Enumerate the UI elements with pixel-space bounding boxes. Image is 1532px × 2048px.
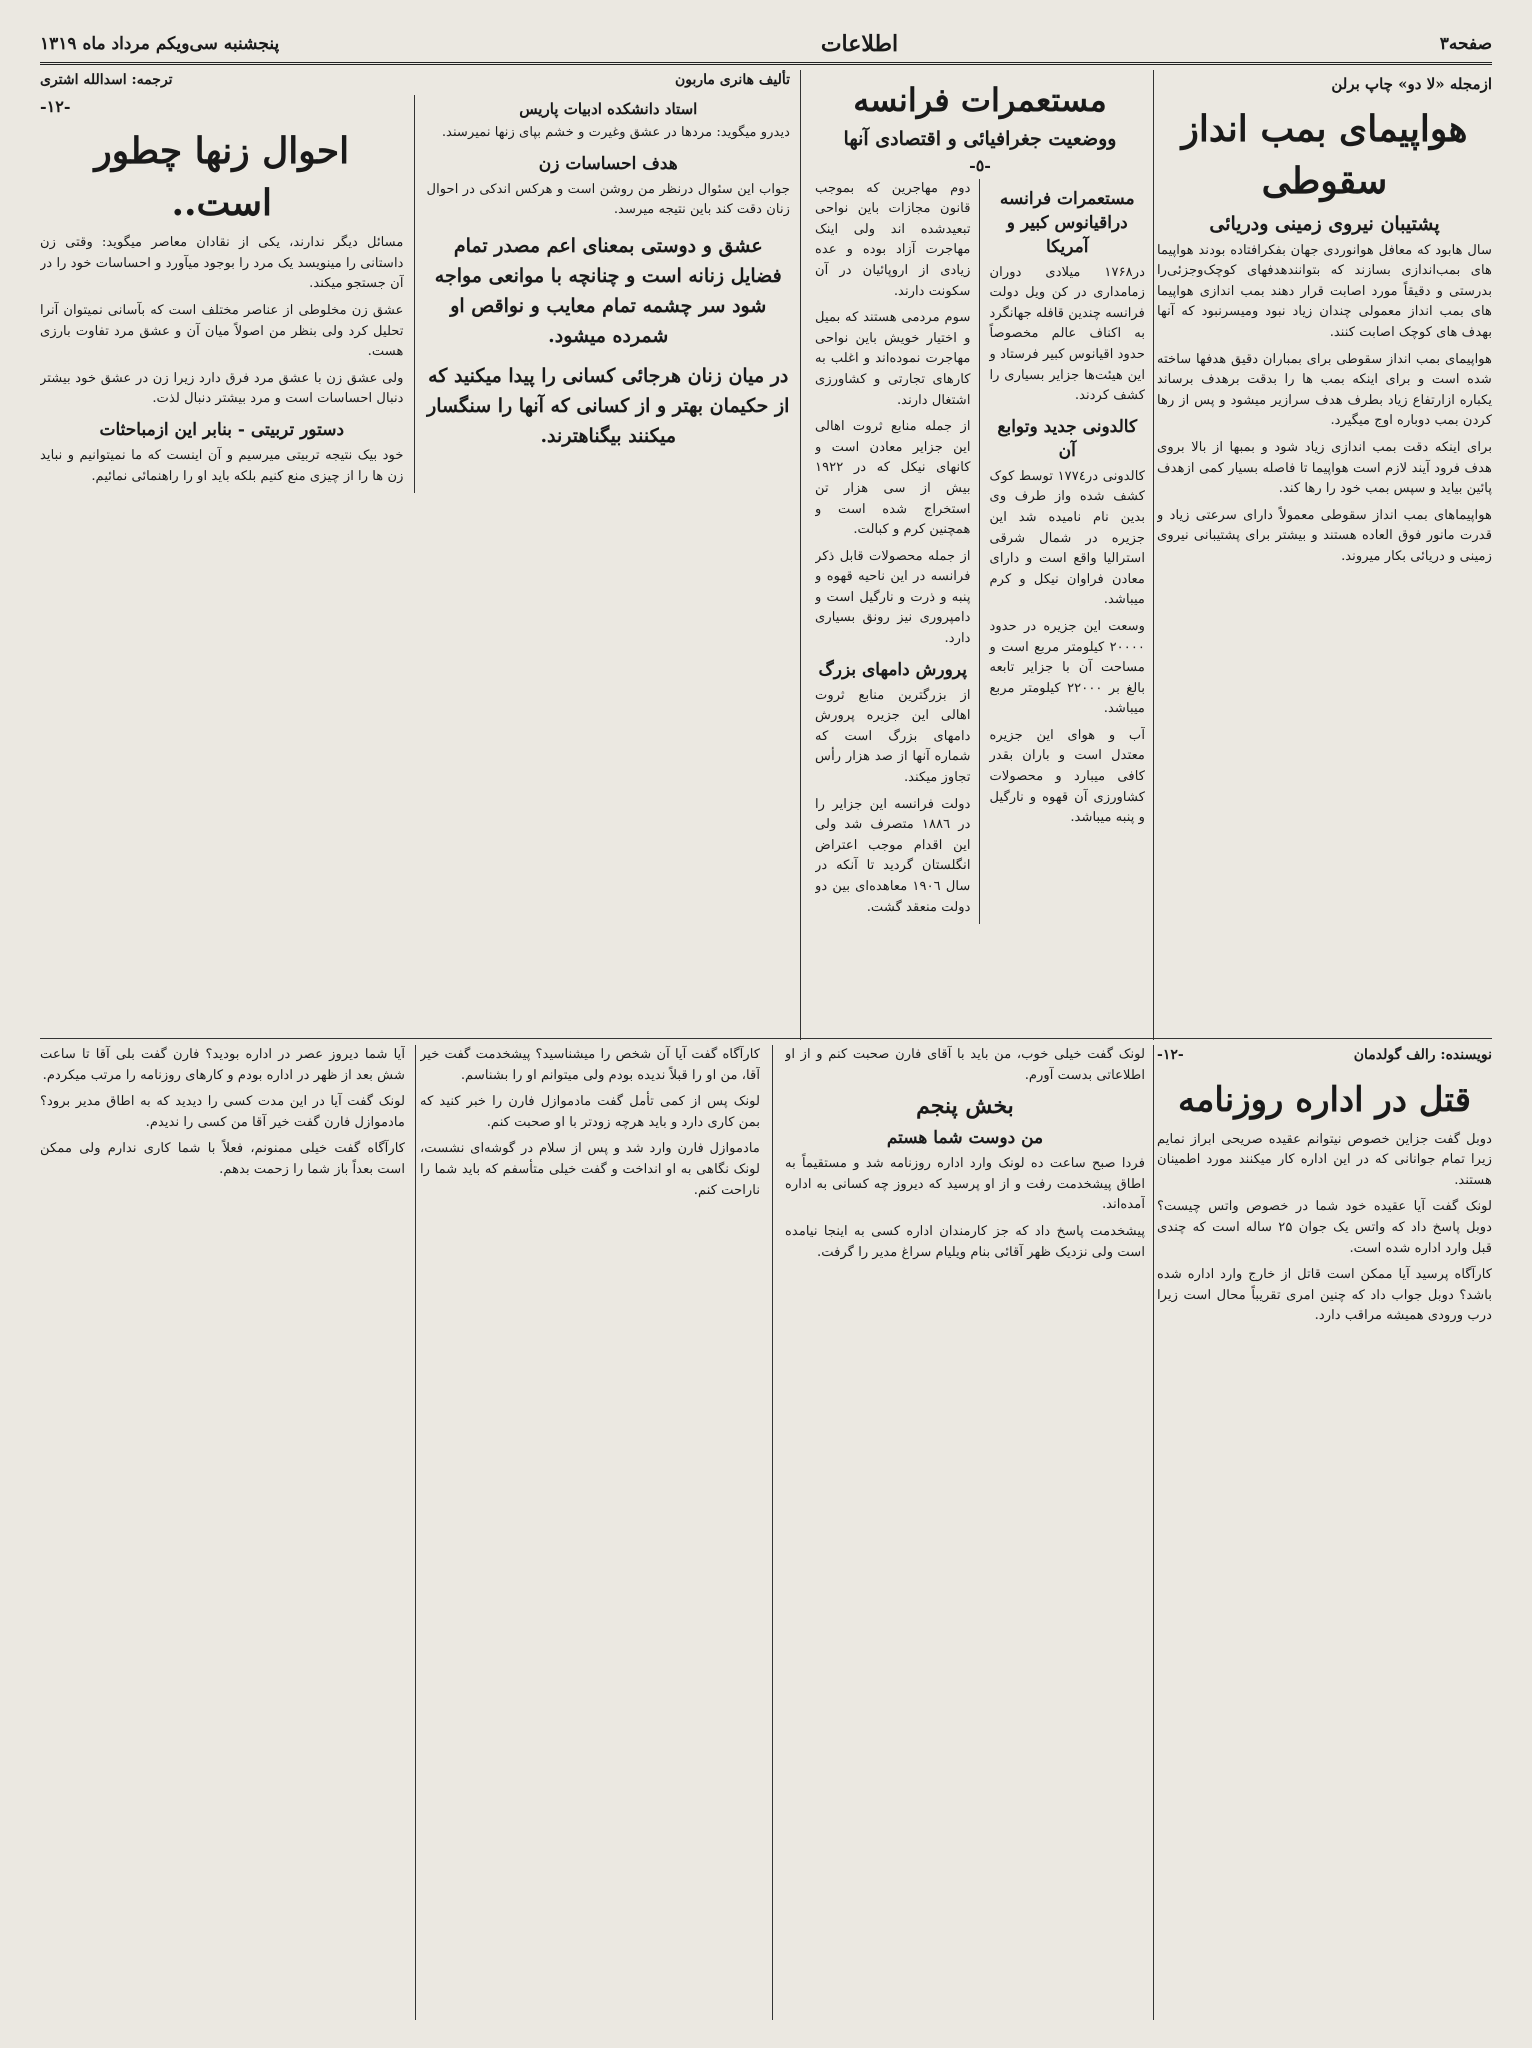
paragraph: از جمله منابع ثروت اهالی این جزایر معادن است و کانهای نیکل که در ۱۹۲۲ بیش از سی هزار تن استخراج شده است و همچنین کرم و کبالت. <box>815 419 971 538</box>
colonies-subcolumn <box>990 179 1146 925</box>
chapter-heading: بخش پنجم <box>916 1093 1014 1120</box>
page-number: صفحه۳ <box>1439 34 1492 54</box>
paragraph: خود بیک نتیجه تربیتی میرسیم و آن اینست که ما نمیتوانیم و نباید زن ها را از چیزی منع کنیم بلکه باید او را راهنمائی نمائیم. <box>40 447 404 484</box>
article-women <box>40 70 790 1033</box>
paragraph: کارآگاه گفت خیلی ممنونم، فعلاً با شما کاری ندارم ولی ممکن است بعداً باز شما را زحمت بدهم. <box>40 1141 405 1177</box>
paragraph: فردا صبح ساعت ده لونک وارد اداره روزنامه شد و مستقیماً به اطاق پیشخدمت رفت و از او پرسید که دیروز چه کسانی به اداره آمده‌اند. <box>785 1156 1145 1213</box>
article-dive-bomber <box>1157 70 1492 1033</box>
paragraph: کارآگاه گفت آیا آن شخص را میشناسید؟ پیشخدمت گفت خیر آقا، من او را قبلاً ندیده بودم ولی میتوانم او را بشناسم. <box>420 1047 760 1083</box>
paragraph: مسائل دیگر ندارند، یکی از نقادان معاصر میگوید: وقتی زن داستانی را مینویسد یک مرد را بوجود میآورد و احساسات خود را در آن جستجو میکند. <box>40 235 404 292</box>
paragraph: از جمله محصولات قابل ذکر فرانسه در این ناحیه قهوه و پنبه و ذرت و نارگیل است و دامپروری نیز رونق بسیاری دارد. <box>815 548 971 647</box>
column-rule <box>1153 1045 1154 2020</box>
women-subcolumn <box>40 95 415 494</box>
article-french-colonies <box>815 70 1145 1033</box>
paragraph: کالدونی در۱۷۷٤ توسط کوک کشف شده واز طرف وی بدین نام نامیده شد این جزیره در شمال شرقی استرالیا واقع است و دارای معادن فراوان نیکل و کرم میباشد. <box>989 468 1145 608</box>
paragraph: در۱۷۶۸ میلادی دوران زمامداری در کن ویل دولت فرانسه چندین قافله جهانگرد به اکناف عالم مخصوصاً حدود اقیانوس کبیر فرستاد و این هیئت‌ها جزایر بسیاری را کشف کردند. <box>989 264 1145 404</box>
paragraph: دیدرو میگوید: مردها در عشق وغیرت و خشم بپای زنها نمیرسند. <box>441 125 790 141</box>
paragraph: جواب این سئوال درنظر من روشن است و هرکس اندکی در احوال زنان دقت کند باین نتیجه میرسد. <box>426 181 790 218</box>
paragraph: کارآگاه پرسید آیا ممکن است قاتل از خارج وارد اداره شده باشد؟ دوبل جواب داد که چنین امری تقریباً محال است زیرا درب ورودی همیشه مراقب دارد. <box>1157 1267 1492 1324</box>
paragraph: لونک گفت خیلی خوب، من باید با آقای فارن صحبت کنم و از او اطلاعاتی بدست آورم. <box>785 1047 1145 1083</box>
translator: ترجمه: اسدالله اشتری <box>40 72 173 88</box>
paragraph: دولت فرانسه این جزایر را در ۱۸۸٦ متصرف شد ولی این اقدام موجب اعتراض انگلستان گردید تا آنکه در سال ۱۹۰٦ معاهده‌ای بین دو دولت منعقد گشت. <box>815 796 971 915</box>
highlight-quote: در میان زنان هرجائی کسانی را پیدا میکنید که از حکیمان بهتر و از کسانی که آنها را سنگسار میکنند بیگناهترند. <box>427 364 790 447</box>
newspaper-name: اطلاعات <box>820 31 899 57</box>
paragraph: هواپیمای بمب انداز سقوطی برای بمباران دقیق هدفها ساخته شده است و برای اینکه بمب ها را بدقت برهدف برساند یکباره ازارتفاع زیاد بطرف هدف سرازیر میشود و پس از رها کردن بمب دوباره اوج میگیرد. <box>1157 351 1492 429</box>
column-rule <box>1153 70 1154 1040</box>
article-title: مستعمرات فرانسه <box>853 81 1107 119</box>
paragraph: دوبل گفت جزاین خصوص نیتوانم عقیده صریحی ابراز نمایم زیرا تمام جوانانی که در این اداره کار میکنند مورد اطمینان هستند. <box>1157 1131 1492 1188</box>
article-title: احوال زنها چطور است.. <box>94 130 350 225</box>
section-rule <box>40 1038 1492 1039</box>
article-title: هواپیمای بمب انداز سقوطی <box>1181 107 1468 202</box>
section-heading: مستعمرات فرانسه دراقیانوس کبیر و آمریکا <box>999 188 1135 257</box>
column-rule <box>415 1045 416 2020</box>
highlight-quote: عشق و دوستی بمعنای اعم مصدر تمام فضایل زنانه است و چنانچه با موانعی مواجه شود سر چشمه تمام معایب و نواقص او شمرده میشود. <box>434 234 782 347</box>
installment-number: -١٢- <box>40 96 71 116</box>
chapter-subheading: من دوست شما هستم <box>886 1128 1044 1149</box>
story-lead-column <box>1157 1045 1492 2018</box>
section-heading: پرورش دامهای بزرگ <box>818 659 967 680</box>
paragraph: از بزرگترین منابع ثروت اهالی این جزیره پرورش دامهای بزرگ است که شماره آنها از صد هزار رأس تجاوز میکند. <box>815 687 971 786</box>
paragraph: آیا شما دیروز عصر در اداره بودید؟ فارن گفت بلی آقا تا ساعت شش بعد از ظهر در اداره بودم و کارهای روزنامه را مرتب میکردم. <box>40 1047 405 1083</box>
paragraph: ولی عشق زن با عشق مرد فرق دارد زیرا زن در عشق خود بیشتر دنبال احساسات است و مرد بیشتر دنبال لذت. <box>40 370 404 407</box>
masthead <box>40 26 1492 65</box>
paragraph: عشق زن مخلوطی از عناصر مختلف است که بآسانی نمیتوان آنرا تحلیل کرد ولی بنظر من اصولاً میان آن و عشق مرد تفاوت بارزی هست. <box>40 302 404 360</box>
story-byline <box>1157 1045 1492 1066</box>
column-rule <box>800 70 801 1040</box>
paragraph: هواپیماهای بمب انداز سقوطی معمولاً دارای سرعتی زیاد و قدرت مانور فوق العاده هستند و بیشتر برای پشتیبانی نیروی زمینی و دریائی بکار میروند. <box>1157 507 1492 564</box>
issue-date: پنجشنبه سی‌ویکم مرداد ماه ۱۳۱۹ <box>40 34 280 54</box>
article-source: ازمجله «لا دو» چاپ برلن <box>1331 75 1492 93</box>
story-column <box>40 1045 405 2018</box>
colonies-subcolumn <box>815 179 980 925</box>
women-body <box>40 95 790 494</box>
paragraph: لونک گفت آیا در این مدت کسی را دیدید که به اطاق مدیر برود؟ مادموازل فارن گفت خیر آقا من کسی را ندیدم. <box>40 1094 405 1130</box>
section-heading: کالدونی جدید وتوابع آن <box>997 416 1138 461</box>
paragraph: مادموازل فارن وارد شد و پس از سلام در گوشه‌ای نشست، لونک نگاهی به او انداخت و گفت خیلی متأسفم که باید شما را ناراحت کنم. <box>420 1141 760 1198</box>
paragraph: برای اینکه دقت بمب اندازی زیاد شود و بمبها از بالا بروی هدف فرود آیند لازم است هواپیما تا فاصله بسیار کمی ازهدف پائین بیاید و سپس بمب خود را رها کند. <box>1157 439 1492 497</box>
article-subtitle: ووضعیت جغرافیائی و اقتصادی آنها <box>843 128 1117 150</box>
story-title: قتل در اداره روزنامه <box>1177 1079 1472 1120</box>
author: تألیف هانری ماربون <box>674 72 790 88</box>
paragraph: سوم مردمی هستند که بمیل و اختیار خویش باین نواحی مهاجرت نموده‌اند و اغلب به کارهای تجارتی و کشاورزی اشتغال دارند. <box>815 310 971 408</box>
colonies-body <box>815 179 1145 925</box>
paragraph: وسعت این جزیره در حدود ۲۰۰۰۰ کیلومتر مربع است و مساحت آن با جزایر تابعه بالغ بر ۲۲۰۰۰ کیلومتر مربع میباشد. <box>989 618 1145 717</box>
author: نویسنده: رالف گولدمان <box>1353 1047 1492 1063</box>
women-subcolumn <box>427 95 791 494</box>
column-rule <box>772 1045 773 2020</box>
story-column <box>785 1045 1145 2018</box>
installment-number: -٥- <box>969 156 991 175</box>
author-title: استاد دانشکده ادبیات پاریس <box>519 99 698 118</box>
installment-number: -١٢- <box>1157 1047 1184 1063</box>
section-heading: دستور تربیتی - بنابر این ازمباحثات <box>99 419 345 440</box>
section-heading: هدف احساسات زن <box>538 153 678 174</box>
paragraph: سال هابود که معافل هوانوردی جهان بفکرافتاده بودند هواپیما های بمب‌اندازی بسازند که بتوانندهدفهای کوچک‌وجزئی‌را بدرستی و دقیقاً مورد اصابت قرار دهند بمب اندازی هواپیما های بمب انداز معمولی چندان زیاد نبود ومیسرنبود که آنها بهدف های کوچک اصابت کنند. <box>1157 242 1492 340</box>
paragraph: لونک گفت آیا عقیده خود شما در خصوص واتس چیست؟ دوبل پاسخ داد که واتس یک جوان ۲۵ ساله است که چندی قبل وارد اداره شده است. <box>1157 1199 1492 1256</box>
article-subtitle: پشتیبان نیروی زمینی ودریائی <box>1209 212 1440 235</box>
paragraph: دوم مهاجرین که بموجب قانون مجازات باین نواحی تبعیدشده اند ولی اینک مهاجرت آزاد بوده و عده زیادی از اروپائیان در آن سکونت دارند. <box>815 180 971 299</box>
paragraph: لونک پس از کمی تأمل گفت مادموازل فارن را خبر کنید که بمن کاری دارد و باید هرچه زودتر با او صحبت کنم. <box>420 1094 760 1130</box>
paragraph: پیشخدمت پاسخ داد که جز کارمندان اداره کسی به اینجا نیامده است ولی نزدیک ظهر آقائی بنام ویلیام سراغ مدیر را گرفت. <box>785 1223 1145 1260</box>
article-byline <box>40 70 790 91</box>
story-column <box>420 1045 760 2018</box>
paragraph: آب و هوای این جزیره معتدل است و باران بقدر کافی میبارد و محصولات کشاورزی آن قهوه و نارگیل و پنبه میباشد. <box>989 727 1145 826</box>
